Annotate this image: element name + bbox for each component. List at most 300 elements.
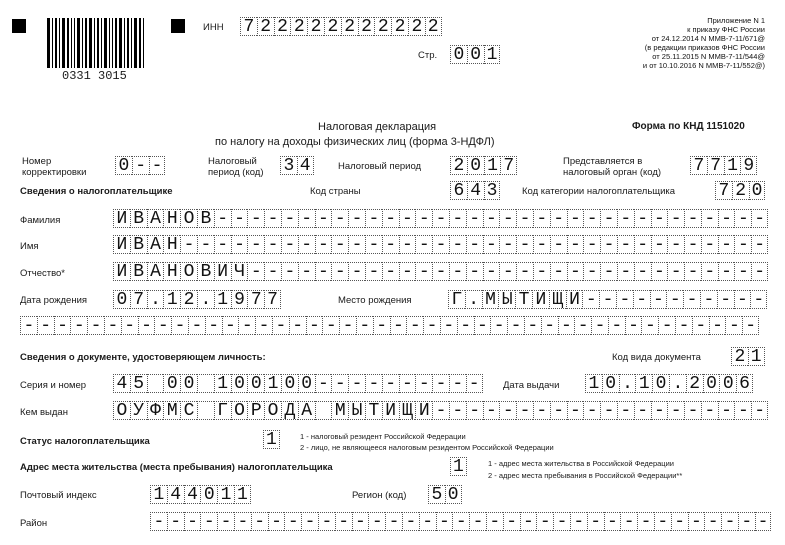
char-cell: .	[197, 290, 214, 309]
char-cell: -	[709, 316, 726, 335]
issue-date-field[interactable]	[585, 374, 753, 393]
char-cell: .	[619, 374, 636, 393]
corner-marker-right	[171, 19, 185, 33]
char-cell: -	[298, 209, 315, 228]
status-field[interactable]	[263, 430, 280, 449]
category-label: Код категории налогоплательщика	[522, 186, 676, 197]
char-cell: -	[419, 512, 436, 531]
char-cell: -	[415, 262, 432, 281]
char-cell: -	[205, 316, 222, 335]
barcode-bar	[85, 18, 87, 68]
char-cell: -	[583, 235, 600, 254]
char-cell: 0	[113, 290, 130, 309]
char-cell: А	[147, 209, 164, 228]
year-label: Налоговый период	[338, 161, 422, 172]
char-cell: 2	[324, 17, 341, 36]
char-cell: -	[415, 209, 432, 228]
char-cell: -	[315, 235, 332, 254]
appendix-note	[643, 16, 765, 70]
char-cell: 7	[707, 156, 724, 175]
char-cell: 0	[200, 485, 217, 504]
char-cell: -	[331, 374, 348, 393]
char-cell: -	[591, 316, 608, 335]
char-cell: -	[625, 316, 642, 335]
char-cell: -	[171, 316, 188, 335]
char-cell: -	[634, 262, 651, 281]
char-cell: 1	[234, 485, 251, 504]
char-cell: -	[533, 262, 550, 281]
char-cell: -	[298, 262, 315, 281]
char-cell: 4	[297, 156, 314, 175]
char-cell: -	[700, 290, 717, 309]
char-cell	[315, 401, 332, 420]
char-cell: -	[365, 262, 382, 281]
char-cell: -	[533, 401, 550, 420]
barcode-bar	[97, 18, 99, 68]
char-cell: -	[449, 262, 466, 281]
doc-type-field[interactable]	[731, 347, 765, 366]
char-cell: -	[684, 262, 701, 281]
char-cell: -	[315, 262, 332, 281]
char-cell: 0	[298, 374, 315, 393]
char-cell: -	[734, 209, 751, 228]
char-cell: 0	[467, 156, 484, 175]
char-cell: -	[121, 316, 138, 335]
period-code-field[interactable]	[280, 156, 314, 175]
char-cell: -	[247, 235, 264, 254]
char-cell: И	[566, 290, 583, 309]
char-cell: -	[667, 235, 684, 254]
name-label: Имя	[20, 241, 39, 252]
char-cell: -	[315, 209, 332, 228]
char-cell: -	[616, 290, 633, 309]
char-cell: -	[70, 316, 87, 335]
char-cell: -	[499, 401, 516, 420]
char-cell: -	[231, 235, 248, 254]
char-cell: -	[368, 512, 385, 531]
char-cell: -	[251, 512, 268, 531]
char-cell: 0	[115, 156, 132, 175]
char-cell: 0	[719, 374, 736, 393]
char-cell: -	[524, 316, 541, 335]
char-cell: О	[231, 401, 248, 420]
birthplace-field[interactable]	[448, 290, 767, 309]
char-cell: 0	[652, 374, 669, 393]
char-cell: И	[532, 290, 549, 309]
appendix-line: Приложение N 1	[707, 16, 765, 25]
char-cell: 2	[307, 17, 324, 36]
char-cell: -	[214, 209, 231, 228]
char-cell: -	[104, 316, 121, 335]
char-cell: -	[390, 316, 407, 335]
char-cell: А	[147, 235, 164, 254]
char-cell: -	[184, 512, 201, 531]
char-cell: -	[466, 401, 483, 420]
char-cell: А	[147, 262, 164, 281]
issued-by-label: Кем выдан	[20, 407, 68, 418]
char-cell: -	[87, 316, 104, 335]
char-cell: -	[650, 290, 667, 309]
char-cell: -	[666, 290, 683, 309]
char-cell: М	[331, 401, 348, 420]
postal-field[interactable]	[150, 485, 251, 504]
char-cell: -	[704, 512, 721, 531]
char-cell: -	[247, 262, 264, 281]
char-cell: -	[436, 512, 453, 531]
barcode-bar	[94, 18, 95, 68]
char-cell: -	[567, 262, 584, 281]
char-cell	[197, 401, 214, 420]
char-cell: И	[113, 209, 130, 228]
char-cell: -	[667, 401, 684, 420]
char-cell: -	[583, 209, 600, 228]
char-cell: 2	[274, 17, 291, 36]
char-cell: -	[457, 316, 474, 335]
char-cell: -	[637, 512, 654, 531]
name-field[interactable]	[113, 235, 768, 254]
char-cell: -	[281, 235, 298, 254]
char-cell: -	[432, 401, 449, 420]
char-cell: В	[130, 235, 147, 254]
char-cell: Н	[163, 235, 180, 254]
region-field[interactable]	[428, 485, 462, 504]
char-cell: 3	[280, 156, 297, 175]
char-cell: А	[298, 401, 315, 420]
surname-field[interactable]	[113, 209, 768, 228]
barcode-bar	[89, 18, 92, 68]
barcode-bar	[62, 18, 65, 68]
char-cell: 2	[290, 17, 307, 36]
char-cell: -	[683, 290, 700, 309]
char-cell: -	[583, 401, 600, 420]
barcode-bar	[67, 18, 69, 68]
birthplace-field-continued[interactable]	[20, 316, 759, 335]
char-cell: -	[382, 262, 399, 281]
char-cell: 2	[731, 347, 748, 366]
char-cell: 1	[484, 156, 501, 175]
char-cell	[197, 374, 214, 393]
char-cell: Т	[515, 290, 532, 309]
char-cell: -	[671, 512, 688, 531]
char-cell: 1	[214, 290, 231, 309]
barcode-bar	[59, 18, 60, 68]
barcode-bar	[124, 18, 125, 68]
char-cell: -	[423, 316, 440, 335]
char-cell: Щ	[549, 290, 566, 309]
char-cell: -	[449, 401, 466, 420]
char-cell	[147, 374, 164, 393]
char-cell: 5	[428, 485, 445, 504]
char-cell: -	[701, 262, 718, 281]
birthdate-label: Дата рождения	[20, 295, 88, 306]
char-cell: И	[113, 262, 130, 281]
char-cell: В	[130, 262, 147, 281]
char-cell: -	[399, 374, 416, 393]
year-field[interactable]	[450, 156, 517, 175]
char-cell: -	[331, 209, 348, 228]
char-cell: -	[734, 401, 751, 420]
taxpayer-section: Сведения о налогоплательщике	[20, 186, 173, 197]
page-field[interactable]	[450, 45, 500, 64]
barcode-bar	[127, 18, 129, 68]
char-cell: -	[751, 262, 768, 281]
surname-label: Фамилия	[20, 215, 61, 226]
char-cell: 1	[264, 374, 281, 393]
char-cell: -	[751, 209, 768, 228]
char-cell: -	[558, 316, 575, 335]
barcode-bar	[134, 18, 137, 68]
char-cell: -	[449, 235, 466, 254]
authority-field[interactable]	[690, 156, 757, 175]
char-cell: -	[701, 235, 718, 254]
char-cell: -	[449, 209, 466, 228]
char-cell: -	[718, 401, 735, 420]
char-cell: -	[264, 235, 281, 254]
char-cell: -	[692, 316, 709, 335]
char-cell: -	[600, 401, 617, 420]
char-cell: -	[138, 316, 155, 335]
char-cell: -	[651, 401, 668, 420]
char-cell: -	[604, 512, 621, 531]
char-cell: -	[399, 262, 416, 281]
char-cell: -	[217, 512, 234, 531]
char-cell: 7	[247, 290, 264, 309]
char-cell: -	[415, 235, 432, 254]
char-cell: 2	[425, 17, 442, 36]
correction-label: Номер корректировки	[22, 156, 87, 178]
address-type-field[interactable]	[450, 457, 467, 476]
barcode-bar	[101, 18, 102, 68]
char-cell: -	[617, 209, 634, 228]
patronymic-field[interactable]	[113, 262, 768, 281]
char-cell: -	[432, 209, 449, 228]
char-cell: 1	[585, 374, 602, 393]
birthdate-field[interactable]	[113, 290, 281, 309]
char-cell: -	[483, 401, 500, 420]
title-line2: по налогу на доходы физических лиц (форма 3-НДФЛ)	[215, 136, 495, 148]
char-cell: -	[483, 235, 500, 254]
category-field[interactable]	[715, 181, 765, 200]
char-cell: -	[567, 209, 584, 228]
char-cell: И	[214, 262, 231, 281]
char-cell: -	[567, 235, 584, 254]
char-cell: -	[432, 235, 449, 254]
char-cell: Ф	[147, 401, 164, 420]
char-cell: О	[113, 401, 130, 420]
series-field[interactable]	[113, 374, 483, 393]
char-cell: 2	[732, 181, 749, 200]
char-cell: 6	[736, 374, 753, 393]
char-cell: 0	[231, 374, 248, 393]
barcode-bar	[119, 18, 122, 68]
char-cell: -	[738, 512, 755, 531]
char-cell: -	[483, 209, 500, 228]
char-cell: -	[684, 235, 701, 254]
char-cell: 2	[180, 290, 197, 309]
char-cell: -	[200, 512, 217, 531]
char-cell: 2	[341, 17, 358, 36]
char-cell: -	[600, 209, 617, 228]
char-cell: -	[617, 262, 634, 281]
char-cell: -	[751, 235, 768, 254]
char-cell: -	[550, 401, 567, 420]
char-cell: И	[382, 401, 399, 420]
barcode-bar	[82, 18, 83, 68]
char-cell: .	[669, 374, 686, 393]
barcode-bar	[115, 18, 117, 68]
char-cell: -	[718, 262, 735, 281]
char-cell: -	[238, 316, 255, 335]
char-cell: О	[180, 262, 197, 281]
country-field[interactable]	[450, 181, 500, 200]
char-cell: -	[599, 290, 616, 309]
district-field[interactable]	[150, 512, 771, 531]
char-cell: -	[301, 512, 318, 531]
char-cell: -	[406, 316, 423, 335]
char-cell: -	[180, 235, 197, 254]
inn-label: ИНН	[203, 22, 224, 33]
authority-label: Представляется в налоговый орган (код)	[563, 156, 662, 178]
barcode-bar	[143, 18, 144, 68]
char-cell: О	[264, 401, 281, 420]
char-cell: -	[281, 209, 298, 228]
char-cell: -	[536, 512, 553, 531]
barcode-bar	[104, 18, 107, 68]
char-cell: -	[550, 235, 567, 254]
char-cell: -	[281, 262, 298, 281]
char-cell: -	[356, 316, 373, 335]
char-cell: Р	[247, 401, 264, 420]
char-cell: -	[331, 235, 348, 254]
barcode-bar	[71, 18, 72, 68]
char-cell: -	[617, 401, 634, 420]
char-cell: М	[482, 290, 499, 309]
status-option-2: 2 - лицо, не являющееся налоговым резидентом Российской Федерации	[300, 443, 554, 452]
char-cell: 0	[602, 374, 619, 393]
char-cell: -	[651, 235, 668, 254]
char-cell: -	[725, 316, 742, 335]
char-cell: -	[322, 316, 339, 335]
char-cell: Г	[448, 290, 465, 309]
appendix-line: от 24.12.2014 N ММВ-7-11/671@	[651, 34, 765, 43]
char-cell: 0	[703, 374, 720, 393]
char-cell: -	[634, 235, 651, 254]
char-cell: 4	[467, 181, 484, 200]
char-cell: Ы	[498, 290, 515, 309]
char-cell: -	[507, 316, 524, 335]
char-cell: 2	[358, 17, 375, 36]
char-cell: -	[651, 209, 668, 228]
char-cell: -	[167, 512, 184, 531]
issued-by-field[interactable]	[113, 401, 768, 420]
char-cell: 1	[635, 374, 652, 393]
address-option-1: 1 - адрес места жительства в Российской Федерации	[488, 459, 674, 468]
char-cell: -	[54, 316, 71, 335]
char-cell: 2	[408, 17, 425, 36]
char-cell: -	[37, 316, 54, 335]
correction-field[interactable]	[115, 156, 165, 175]
appendix-line: к приказу ФНС России	[687, 25, 765, 34]
char-cell: -	[231, 209, 248, 228]
char-cell: -	[516, 209, 533, 228]
char-cell: О	[180, 209, 197, 228]
char-cell: -	[734, 290, 751, 309]
char-cell: -	[550, 262, 567, 281]
char-cell: 1	[450, 457, 467, 476]
status-option-1: 1 - налоговый резидент Российской Федерации	[300, 432, 466, 441]
char-cell: -	[684, 401, 701, 420]
char-cell: 0	[180, 374, 197, 393]
char-cell: -	[721, 512, 738, 531]
char-cell: 1	[214, 374, 231, 393]
inn-field[interactable]	[240, 17, 442, 36]
char-cell: С	[180, 401, 197, 420]
char-cell: 2	[257, 17, 274, 36]
char-cell: -	[516, 235, 533, 254]
char-cell: -	[132, 156, 149, 175]
district-label: Район	[20, 518, 48, 529]
char-cell: -	[503, 512, 520, 531]
char-cell: -	[499, 209, 516, 228]
char-cell: Щ	[399, 401, 416, 420]
char-cell: -	[382, 374, 399, 393]
char-cell: -	[373, 316, 390, 335]
char-cell: -	[587, 512, 604, 531]
char-cell: -	[667, 262, 684, 281]
char-cell: -	[600, 235, 617, 254]
barcode-bar	[131, 18, 132, 68]
patronymic-label: Отчество*	[20, 268, 65, 279]
char-cell: -	[469, 512, 486, 531]
char-cell: 7	[690, 156, 707, 175]
barcode-bar	[139, 18, 141, 68]
char-cell: Ы	[348, 401, 365, 420]
issue-date-label: Дата выдачи	[503, 380, 560, 391]
appendix-line: (в редакции приказов ФНС России	[644, 43, 765, 52]
char-cell: -	[617, 235, 634, 254]
char-cell: -	[567, 401, 584, 420]
char-cell: -	[574, 316, 591, 335]
corner-marker-left	[12, 19, 26, 33]
char-cell: -	[466, 374, 483, 393]
char-cell: -	[717, 290, 734, 309]
char-cell: В	[130, 209, 147, 228]
char-cell: -	[432, 374, 449, 393]
char-cell: 4	[184, 485, 201, 504]
postal-label: Почтовый индекс	[20, 490, 97, 501]
char-cell: -	[486, 512, 503, 531]
char-cell: -	[667, 209, 684, 228]
char-cell: -	[399, 235, 416, 254]
char-cell: И	[113, 235, 130, 254]
appendix-line: и от 10.10.2016 N ММВ-7-11/552@)	[642, 61, 765, 70]
char-cell: -	[348, 209, 365, 228]
char-cell: -	[688, 512, 705, 531]
char-cell: -	[214, 235, 231, 254]
char-cell: .	[465, 290, 482, 309]
address-option-2: 2 - адрес места пребывания в Российской Федерации**	[488, 471, 683, 480]
barcode-number: 0331 3015	[62, 69, 127, 83]
char-cell: -	[365, 374, 382, 393]
char-cell: 0	[281, 374, 298, 393]
char-cell: -	[608, 316, 625, 335]
char-cell: 2	[391, 17, 408, 36]
char-cell: -	[633, 290, 650, 309]
char-cell: 4	[167, 485, 184, 504]
char-cell: 4	[113, 374, 130, 393]
char-cell: -	[315, 374, 332, 393]
char-cell: Т	[365, 401, 382, 420]
